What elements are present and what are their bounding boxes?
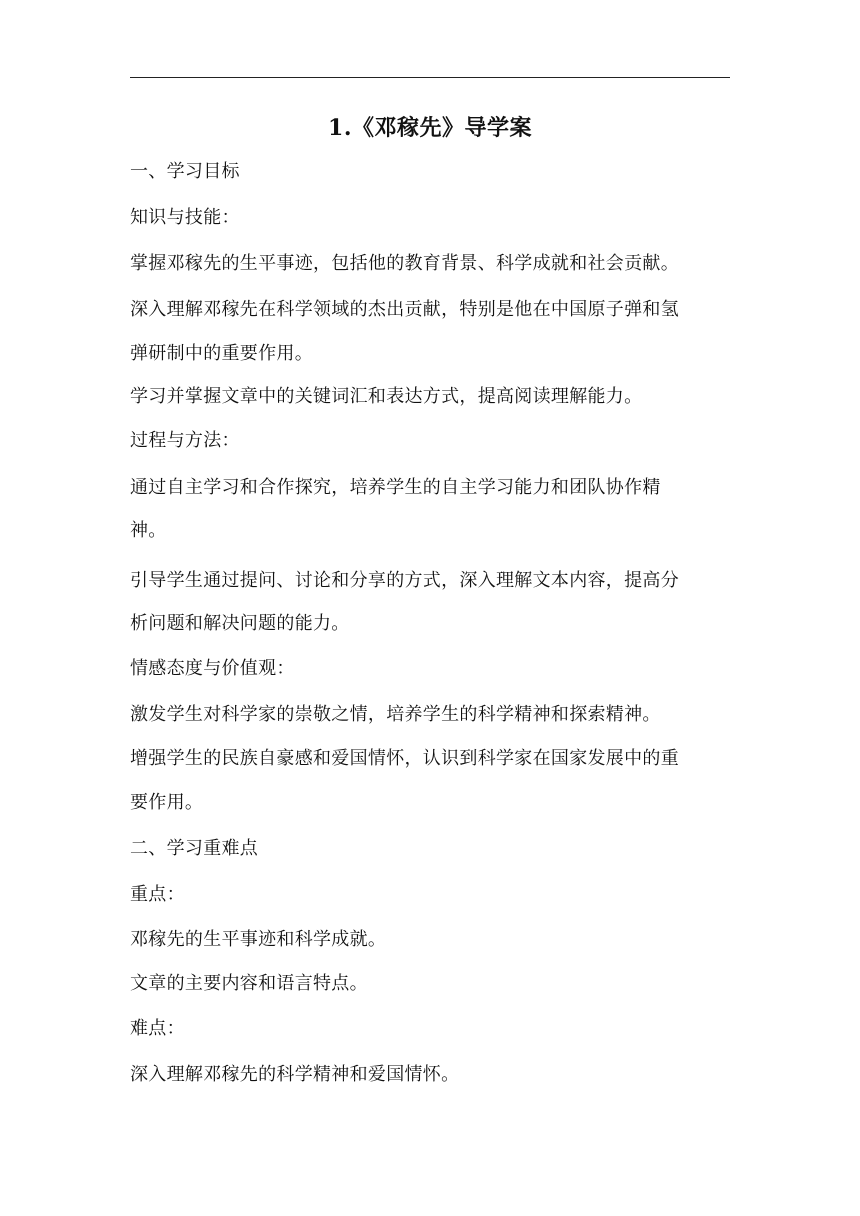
paragraph-line: 掌握邓稼先的生平事迹，包括他的教育背景、科学成就和社会贡献。 <box>130 253 679 274</box>
subheading-focus: 重点： <box>130 884 185 905</box>
paragraph-line: 邓稼先的生平事迹和科学成就。 <box>130 929 387 950</box>
paragraph-line: 弹研制中的重要作用。 <box>130 343 313 364</box>
paragraph-line: 析问题和解决问题的能力。 <box>130 613 350 634</box>
paragraph-line: 通过自主学习和合作探究，培养学生的自主学习能力和团队协作精 <box>130 477 661 498</box>
document-title: 1.《邓稼先》导学案 <box>328 115 532 141</box>
subheading-attitude-values: 情感态度与价值观： <box>130 658 295 679</box>
paragraph-line: 增强学生的民族自豪感和爱国情怀，认识到科学家在国家发展中的重 <box>130 748 679 769</box>
paragraph-line: 学习并掌握文章中的关键词汇和表达方式，提高阅读理解能力。 <box>130 386 643 407</box>
subheading-process-methods: 过程与方法： <box>130 430 240 451</box>
paragraph-line: 引导学生通过提问、讨论和分享的方式，深入理解文本内容，提高分 <box>130 570 679 591</box>
section-heading-key-points: 二、学习重难点 <box>130 838 259 859</box>
section-heading-goals: 一、学习目标 <box>130 161 240 182</box>
subheading-difficulty: 难点： <box>130 1018 185 1039</box>
paragraph-line: 神。 <box>130 520 167 541</box>
paragraph-line: 深入理解邓稼先在科学领域的杰出贡献，特别是他在中国原子弹和氢 <box>130 299 679 320</box>
paragraph-line: 深入理解邓稼先的科学精神和爱国情怀。 <box>130 1064 460 1085</box>
subheading-knowledge-skills: 知识与技能： <box>130 207 240 228</box>
paragraph-line: 激发学生对科学家的崇敬之情，培养学生的科学精神和探索精神。 <box>130 704 661 725</box>
paragraph-line: 文章的主要内容和语言特点。 <box>130 973 368 994</box>
header-rule <box>130 77 730 78</box>
paragraph-line: 要作用。 <box>130 792 204 813</box>
